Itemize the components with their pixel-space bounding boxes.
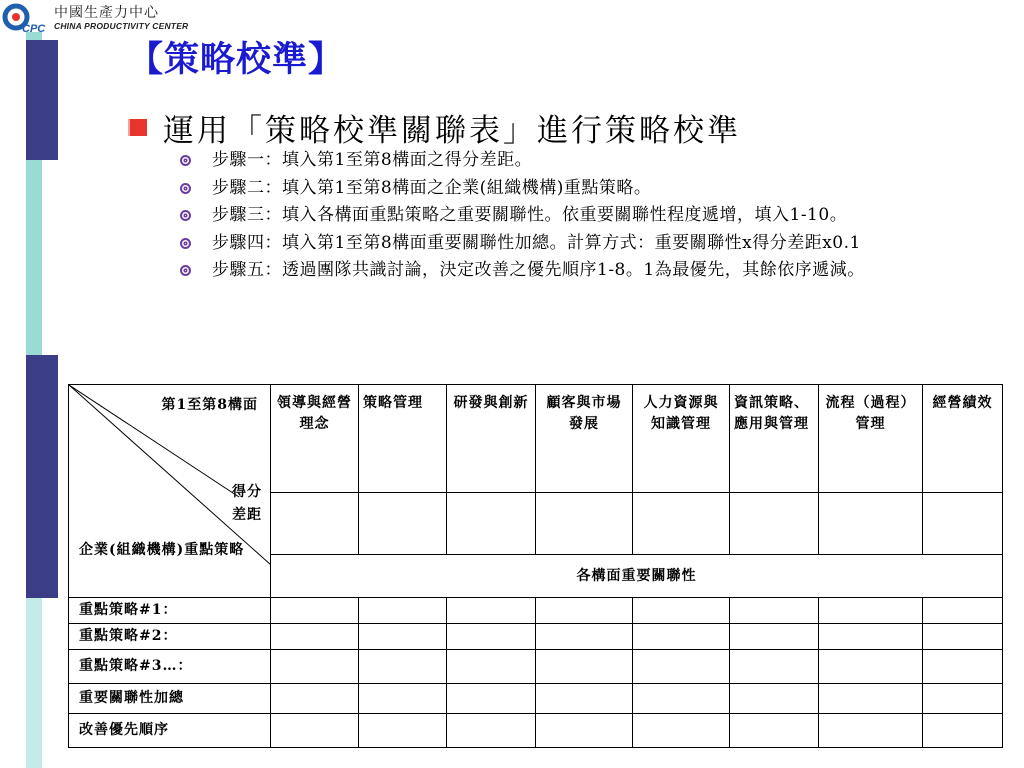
dimension-header: 領導與經營理念 [271, 385, 359, 493]
corner-top-label: 第1至第8構面 [161, 397, 258, 413]
cpc-logo-icon [2, 2, 50, 36]
score-gap-cell[interactable] [819, 493, 923, 555]
score-gap-cell[interactable] [730, 493, 819, 555]
table-cell[interactable] [536, 649, 633, 683]
relevance-header: 各構面重要關聯性 [271, 555, 1003, 597]
table-cell[interactable] [359, 713, 447, 747]
row-label: 重點策略#2： [69, 623, 271, 649]
table-cell[interactable] [730, 713, 819, 747]
dimension-header: 顧客與市場發展 [536, 385, 633, 493]
score-gap-cell[interactable] [536, 493, 633, 555]
list-item: 步驟四：填入第1至第8構面重要關聯性加總。計算方式：重要關聯性x得分差距x0.1 [178, 232, 938, 256]
table-cell[interactable] [923, 713, 1003, 747]
table-cell[interactable] [536, 683, 633, 713]
list-item: 步驟二：填入第1至第8構面之企業(組織機構)重點策略。 [178, 177, 938, 201]
table-cell[interactable] [633, 597, 730, 623]
table-cell[interactable] [359, 597, 447, 623]
table-cell[interactable] [447, 597, 536, 623]
table-cell[interactable] [819, 683, 923, 713]
table-cell[interactable] [819, 649, 923, 683]
square-bullet-icon [130, 119, 147, 136]
table-cell[interactable] [730, 683, 819, 713]
corner-bottom-label: 企業(組織機構)重點策略 [79, 542, 245, 558]
table-cell[interactable] [271, 713, 359, 747]
dimension-header: 流程（過程）管理 [819, 385, 923, 493]
row-label: 重要關聯性加總 [69, 683, 271, 713]
main-bullet-text: 運用「策略校準關聯表」進行策略校準 [163, 113, 741, 149]
table-cell[interactable] [447, 683, 536, 713]
table-cell[interactable] [819, 623, 923, 649]
table-cell[interactable] [819, 597, 923, 623]
table-cell[interactable] [923, 597, 1003, 623]
table-cell[interactable] [536, 713, 633, 747]
row-label: 重點策略#1： [69, 597, 271, 623]
ring-bullet-icon [180, 265, 191, 276]
table-cell[interactable] [271, 683, 359, 713]
list-item: 步驟三：填入各構面重點策略之重要關聯性。依重要關聯性程度遞增，填入1-10。 [178, 204, 938, 228]
score-gap-cell[interactable] [359, 493, 447, 555]
score-gap-cell[interactable] [271, 493, 359, 555]
dimension-header: 人力資源與知識管理 [633, 385, 730, 493]
logo-name-en: CHINA PRODUCTIVITY CENTER [54, 21, 189, 31]
logo-name-cn: 中國生產力中心 [54, 5, 159, 21]
ring-bullet-icon [180, 210, 191, 221]
logo-mark: CPC [22, 23, 46, 35]
dimension-header: 研發與創新 [447, 385, 536, 493]
table-cell[interactable] [633, 713, 730, 747]
score-gap-cell[interactable] [633, 493, 730, 555]
table-cell[interactable] [923, 649, 1003, 683]
table-cell[interactable] [536, 597, 633, 623]
dimension-header: 經營績效 [923, 385, 1003, 493]
strategy-alignment-table [68, 384, 1002, 748]
table-cell[interactable] [633, 623, 730, 649]
corner-header-cell [69, 385, 271, 598]
table-cell[interactable] [730, 623, 819, 649]
row-label: 改善優先順序 [69, 713, 271, 747]
steps-list [178, 149, 938, 287]
table-cell[interactable] [633, 649, 730, 683]
table-cell[interactable] [359, 683, 447, 713]
table-cell[interactable] [271, 597, 359, 623]
table-cell[interactable] [359, 649, 447, 683]
table-cell[interactable] [447, 713, 536, 747]
table-cell[interactable] [536, 623, 633, 649]
table-cell[interactable] [633, 683, 730, 713]
score-gap-cell[interactable] [923, 493, 1003, 555]
table-cell[interactable] [271, 623, 359, 649]
table-cell[interactable] [923, 683, 1003, 713]
list-item: 步驟五：透過團隊共識討論，決定改善之優先順序1-8。1為最優先，其餘依序遞減。 [178, 259, 938, 283]
table-cell[interactable] [359, 623, 447, 649]
table-cell[interactable] [271, 649, 359, 683]
score-gap-cell[interactable] [447, 493, 536, 555]
ring-bullet-icon [180, 238, 191, 249]
table-cell[interactable] [730, 597, 819, 623]
table-cell[interactable] [923, 623, 1003, 649]
row-label: 重點策略#3…： [69, 649, 271, 683]
corner-mid-label: 得分 差距 [232, 484, 262, 523]
ring-bullet-icon [180, 155, 191, 166]
main-bullet [130, 105, 741, 150]
page-title: 【策略校準】 [128, 39, 345, 80]
table-cell[interactable] [730, 649, 819, 683]
dimension-header: 策略管理 [359, 385, 447, 493]
list-item: 步驟一：填入第1至第8構面之得分差距。 [178, 149, 938, 173]
table-cell[interactable] [819, 713, 923, 747]
ring-bullet-icon [180, 183, 191, 194]
table-cell[interactable] [447, 623, 536, 649]
dimension-header: 資訊策略、應用與管理 [730, 385, 819, 493]
cpc-logo [2, 2, 202, 36]
table-cell[interactable] [447, 649, 536, 683]
